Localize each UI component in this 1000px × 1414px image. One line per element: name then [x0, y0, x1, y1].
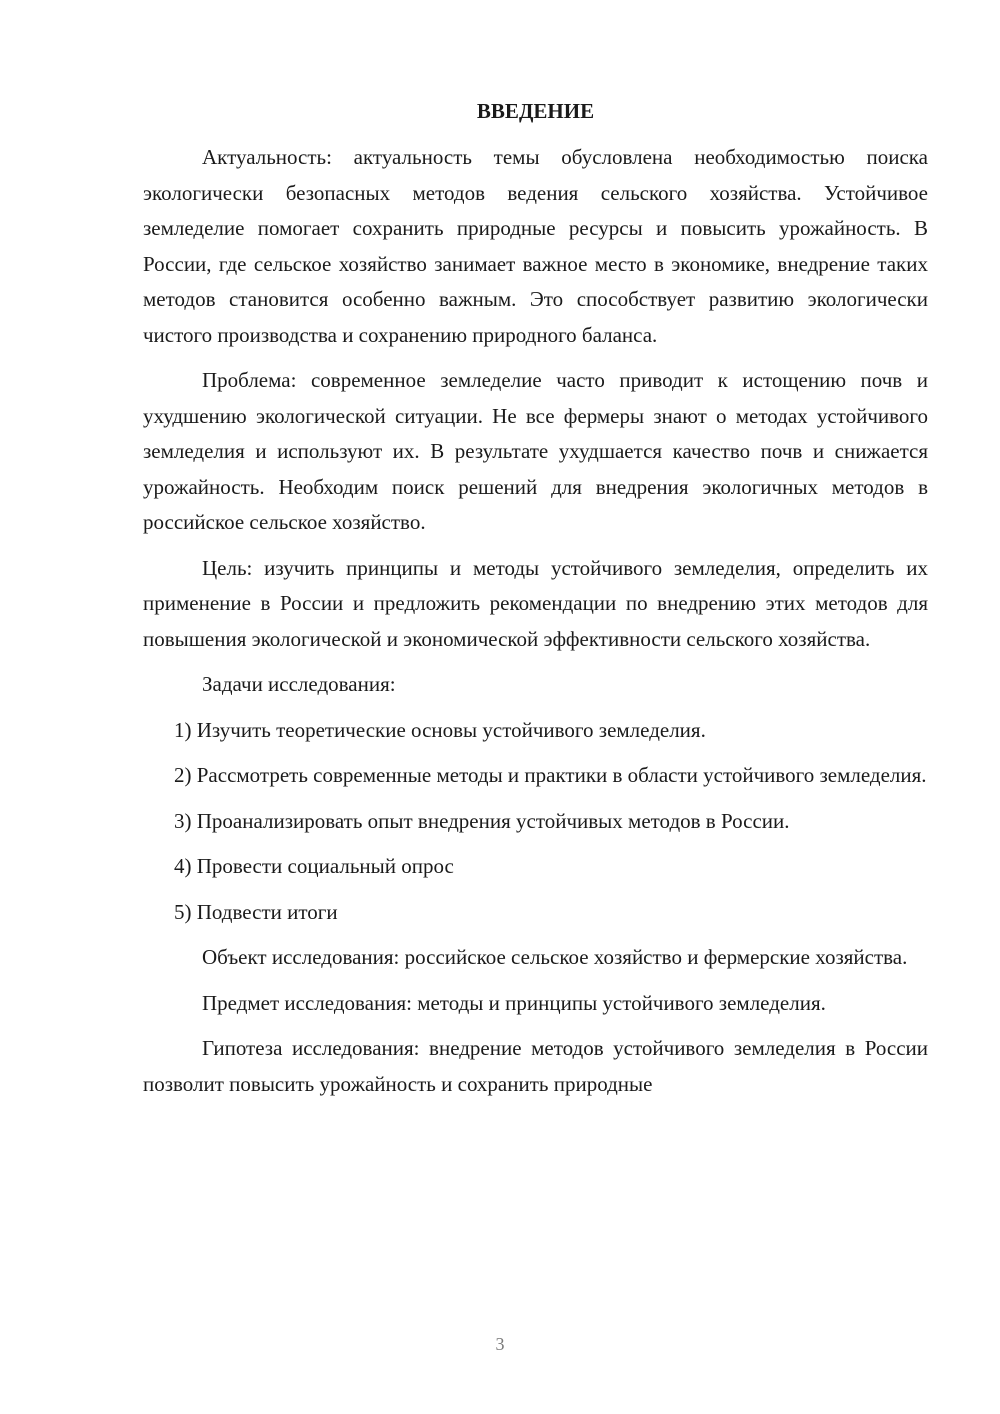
task-item-2: 2) Рассмотреть современные методы и практики в области устойчивого земледелия.	[174, 763, 927, 787]
tasks-heading: Задачи исследования:	[202, 672, 396, 696]
paragraph-problem: Проблема: современное земледелие часто приводит к истощению почв и ухудшению экологической ситуации. Не все фермеры знают о методах устойчивого земледелия и используют их. В результате ухудшается качество почв и снижается урожайность. Необходим поиск решений для внедрения экологичных методов в российское сельское хозяйство.	[143, 368, 928, 534]
paragraph-relevance: Актуальность: актуальность темы обусловлена необходимостью поиска экологически безопасных методов ведения сельского хозяйства. Устойчивое земледелие помогает сохранить природные ресурсы и повысить урожайность. В России, где сельское хозяйство занимает важное место в экономике, внедрение таких методов становится особенно важным. Это способствует развитию экологически чистого производства и сохранению природного баланса.	[143, 145, 928, 347]
page-number: 3	[495, 1334, 505, 1354]
paragraph-hypothesis: Гипотеза исследования: внедрение методов устойчивого земледелия в России позволит повысить урожайность и сохранить природные	[143, 1036, 928, 1096]
task-item-5: 5) Подвести итоги	[174, 899, 338, 924]
page-title: ВВЕДЕНИЕ	[476, 99, 595, 123]
paragraph-subject: Предмет исследования: методы и принципы устойчивого земледелия.	[202, 990, 826, 1015]
paragraph-goal: Цель: изучить принципы и методы устойчивого земледелия, определить их применение в России и предложить рекомендации по внедрению этих методов для повышения экологической и экономической эффективности сельского хозяйства.	[143, 555, 928, 651]
task-item-3: 3) Проанализировать опыт внедрения устойчивых методов в России.	[174, 808, 790, 833]
task-item-4: 4) Провести социальный опрос	[174, 854, 454, 878]
document-page	[143, 94, 928, 1102]
task-item-1: 1) Изучить теоретические основы устойчивого земледелия.	[174, 717, 706, 742]
paragraph-object: Объект исследования: российское сельское хозяйство и фермерские хозяйства.	[202, 945, 908, 969]
